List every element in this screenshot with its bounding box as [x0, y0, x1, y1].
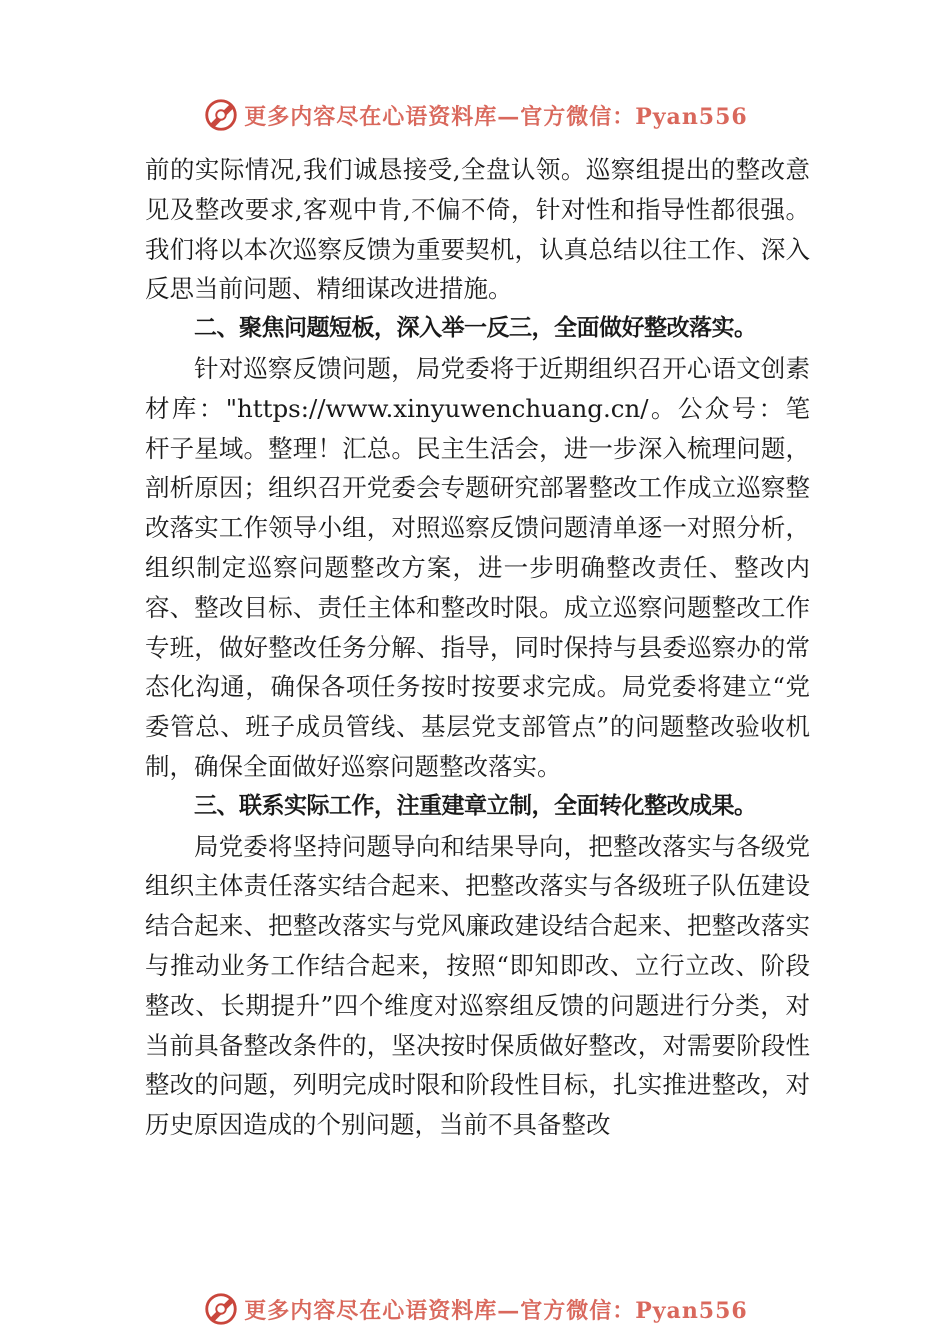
section-heading-3: 三、联系实际工作，注重建章立制，全面转化整改成果。	[194, 792, 757, 819]
pen-seal-icon	[202, 96, 240, 134]
section-heading-2: 二、聚焦问题短板，深入举一反三，全面做好整改落实。	[194, 315, 757, 342]
paragraph-2: 针对巡察反馈问题，局党委将于近期组织召开心语文创素材库："https://www.xinyuwenchuang.cn/。公众号：笔杆子星域。整理！汇总。民主生活会，进一步深入梳理问题，剖析原因；组织召开党委会专题研究部署整改工作成立巡察整改落实工作领导小组，对照巡察反馈问题清单逐一对照分析，组织制定巡察问题整改方案，进一步明确整改责任、整改内容、整改目标、责任主体和整改时限。成立巡察问题整改工作专班，做好整改任务分解、指导，同时保持与县委巡察办的常态化沟通，确保各项任务按时按要求完成。局党委将建立“党委管总、班子成员管线、基层党支部管点”的问题整改验收机制，确保全面做好巡察问题整改落实。	[145, 353, 810, 781]
paragraph-3: 局党委将坚持问题导向和结果导向，把整改落实与各级党组织主体责任落实结合起来、把整改落实与各级班子队伍建设结合起来、把整改落实与党风廉政建设结合起来、把整改落实与推动业务工作结合起来，按照“即知即改、立行立改、阶段整改、长期提升”四个维度对巡察组反馈的问题进行分类，对当前具备整改条件的，坚决按时保质做好整改，对需要阶段性整改的问题，列明完成时限和阶段性目标，扎实推进整改，对历史原因造成的个别问题，当前不具备整改	[145, 831, 810, 1140]
pen-seal-icon	[202, 1290, 240, 1328]
paragraph-continued: 前的实际情况,我们诚恳接受,全盘认领。巡察组提出的整改意见及整改要求,客观中肯,不偏不倚，针对性和指导性都很强。我们将以本次巡察反馈为重要契机，认真总结以往工作、深入反思当前问题、精细谋改进措施。	[145, 155, 810, 304]
document-body	[145, 150, 810, 1145]
watermark-text: 更多内容尽在心语资料库—官方微信：Pyan556	[244, 1297, 748, 1324]
watermark-banner-bottom	[0, 1284, 950, 1334]
watermark-banner-top	[0, 90, 950, 140]
watermark-text: 更多内容尽在心语资料库—官方微信：Pyan556	[244, 103, 748, 130]
